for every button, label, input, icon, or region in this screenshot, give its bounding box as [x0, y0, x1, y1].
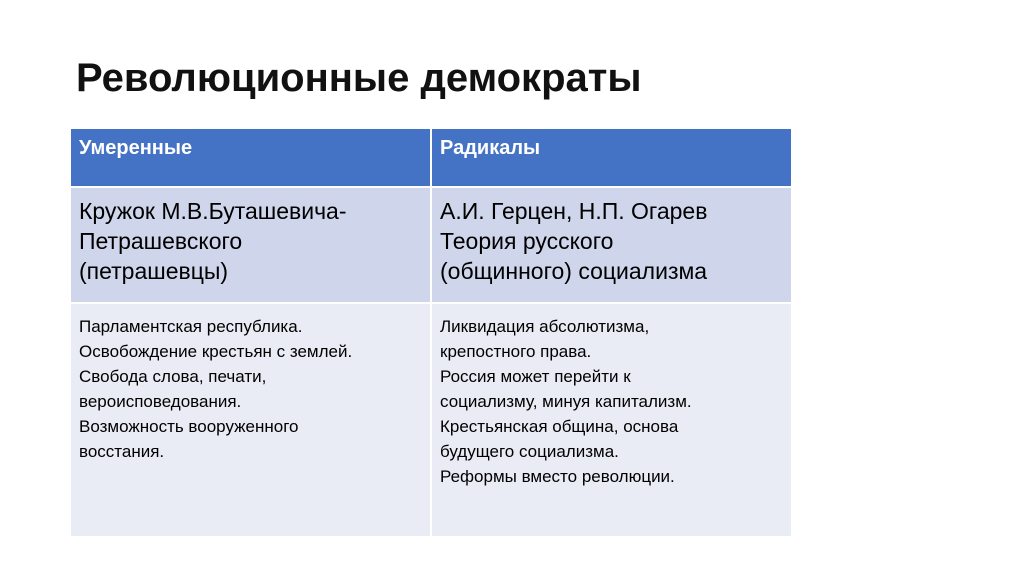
- table-header-row: [70, 128, 792, 187]
- text-line: Освобождение крестьян с землей.: [79, 342, 353, 361]
- moderates-representatives: [70, 187, 431, 303]
- text-line: вероисповедования.: [79, 392, 242, 411]
- democrats-table: [69, 127, 793, 538]
- header-radicals: Радикалы: [431, 128, 792, 187]
- text-line: (общинного) социализма: [440, 258, 708, 284]
- text-line: (петрашевцы): [79, 258, 229, 284]
- text-line: будущего социализма.: [440, 442, 619, 461]
- text-line: Парламентская республика.: [79, 317, 303, 336]
- text-line: крепостного права.: [440, 342, 592, 361]
- text-line: Возможность вооруженного: [79, 417, 299, 436]
- text-line: Теория русского: [440, 228, 614, 254]
- text-line: Ликвидация абсолютизма,: [440, 317, 650, 336]
- text-line: Свобода слова, печати,: [79, 367, 267, 386]
- text-line: А.И. Герцен, Н.П. Огарев: [440, 198, 708, 224]
- radicals-representatives: [431, 187, 792, 303]
- text-line: Реформы вместо революции.: [440, 467, 675, 486]
- text-line: Петрашевского: [79, 228, 243, 254]
- slide-title: Революционные демократы: [76, 56, 642, 100]
- table-row: [70, 187, 792, 303]
- header-moderates: Умеренные: [70, 128, 431, 187]
- text-line: Кружок М.В.Буташевича-: [79, 198, 347, 224]
- moderates-program: [70, 303, 431, 537]
- text-line: Россия может перейти к: [440, 367, 631, 386]
- text-line: Крестьянская община, основа: [440, 417, 679, 436]
- text-line: социализму, минуя капитализм.: [440, 392, 692, 411]
- text-line: восстания.: [79, 442, 165, 461]
- table-row: [70, 303, 792, 537]
- radicals-program: [431, 303, 792, 537]
